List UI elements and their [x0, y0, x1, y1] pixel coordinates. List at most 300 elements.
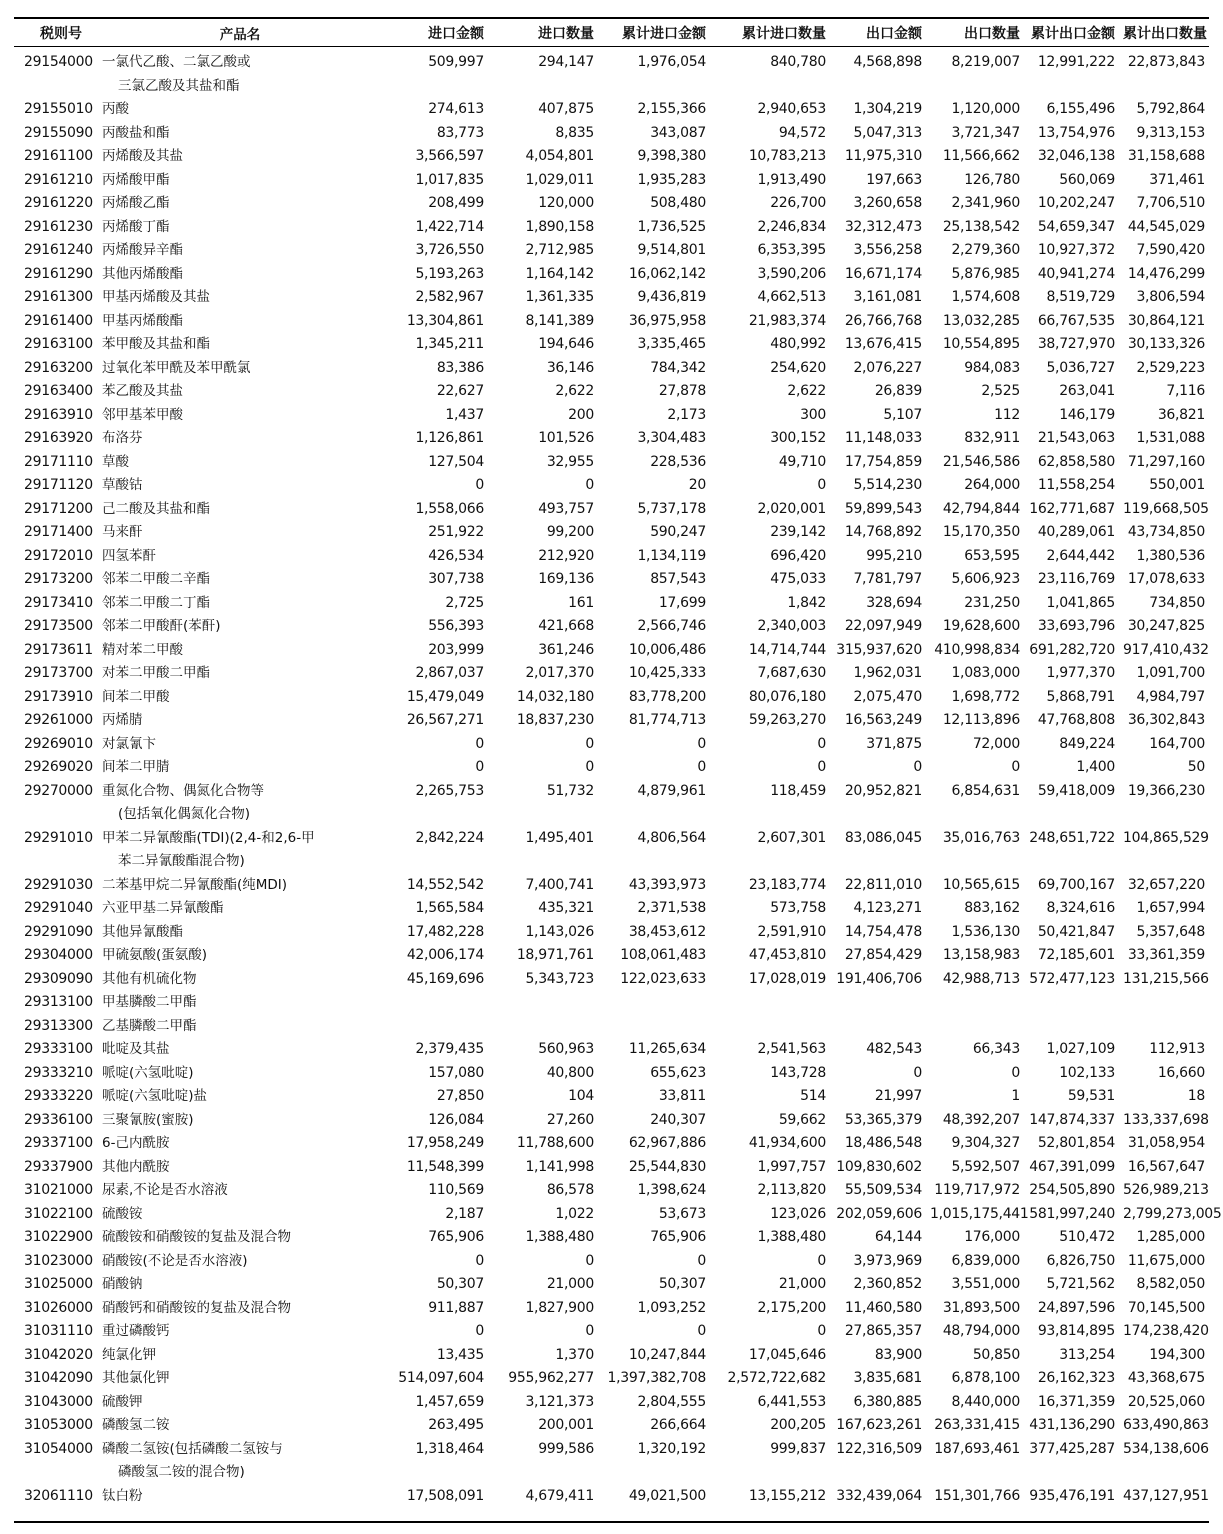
cell-cumulative-export-value: 33,693,796 — [1037, 618, 1115, 634]
cell-import-quantity: 101,526 — [538, 430, 594, 446]
cell-cumulative-import-value: 9,514,801 — [637, 242, 706, 258]
cell-cumulative-import-quantity: 4,662,513 — [757, 289, 826, 305]
cell-cumulative-export-value: 2,644,442 — [1046, 547, 1115, 564]
cell-import-quantity: 1,143,026 — [525, 923, 594, 940]
cell-export-quantity: 6,839,000 — [951, 1252, 1020, 1269]
cell-product-name — [102, 521, 382, 545]
cell-tariff-code: 29161100 — [24, 148, 93, 164]
cell-cumulative-export-value: 40,941,274 — [1037, 265, 1115, 282]
cell-export-quantity: 176,000 — [964, 1229, 1020, 1245]
table-row — [14, 1414, 1209, 1438]
cell-export-value: 3,835,681 — [853, 1370, 922, 1386]
cell-cumulative-export-quantity — [1119, 991, 1209, 1015]
cell-cumulative-import-value: 240,307 — [650, 1111, 706, 1128]
cell-export-value: 4,568,898 — [853, 54, 922, 70]
product-name-line: 三氯乙酸及其盐和酯 — [118, 77, 240, 94]
cell-export-quantity: 2,525 — [981, 383, 1020, 399]
table-row — [14, 756, 1209, 780]
cell-export-value: 20,952,821 — [844, 782, 922, 799]
cell-import-value: 426,534 — [428, 547, 484, 564]
product-name-line: 丙酸 — [102, 101, 129, 117]
cell-cumulative-import-value: 2,155,366 — [637, 101, 706, 117]
header-cumulative-export-quantity: 累计出口数量 — [1119, 19, 1209, 47]
cell-tariff-code: 29161230 — [24, 218, 93, 235]
cell-cumulative-import-value: 10,425,333 — [628, 665, 706, 681]
cell-cumulative-export-quantity: 7,590,420 — [1136, 242, 1205, 258]
cell-tariff-code: 29336100 — [24, 1111, 93, 1128]
cell-export-value — [830, 991, 926, 1015]
cell-cumulative-import-value: 122,023,633 — [620, 970, 706, 987]
cell-import-value: 556,393 — [428, 618, 484, 634]
cell-cumulative-import-value: 53,673 — [658, 1205, 706, 1222]
cell-cumulative-export-value: 10,927,372 — [1037, 242, 1115, 258]
cell-export-value: 332,439,064 — [836, 1487, 922, 1504]
cell-import-value: 1,017,835 — [415, 171, 484, 188]
cell-import-quantity: 11,788,600 — [516, 1135, 594, 1151]
cell-export-quantity: 653,595 — [964, 547, 1020, 564]
cell-import-value: 13,435 — [436, 1346, 484, 1363]
table-row — [14, 216, 1209, 240]
cell-tariff-code: 29163400 — [24, 383, 93, 399]
cell-tariff-code: 29309090 — [24, 970, 93, 987]
cell-import-quantity: 200,001 — [538, 1417, 594, 1433]
cell-cumulative-import-value: 5,737,178 — [637, 500, 706, 517]
table-row — [14, 1273, 1209, 1297]
product-name-line: 草酸钴 — [102, 477, 143, 493]
product-name-line: 硫酸钾 — [102, 1393, 143, 1410]
cell-export-quantity: 883,162 — [964, 900, 1020, 916]
product-name-line: 其他丙烯酸酯 — [102, 265, 183, 282]
cell-cumulative-export-value: 16,371,359 — [1037, 1393, 1115, 1410]
product-name-line: (包括氧化偶氮化合物) — [118, 806, 251, 822]
cell-import-quantity: 99,200 — [546, 524, 594, 540]
cell-cumulative-import-quantity: 696,420 — [770, 547, 826, 564]
cell-cumulative-import-value: 49,021,500 — [628, 1487, 706, 1504]
cell-product-name — [102, 357, 382, 381]
cell-export-quantity: 35,016,763 — [942, 829, 1020, 846]
cell-export-quantity: 2,341,960 — [951, 195, 1020, 211]
product-name-line: 己二酸及其盐和酯 — [102, 500, 210, 517]
cell-cumulative-export-value: 467,391,099 — [1029, 1158, 1115, 1175]
product-name-line: 苯甲酸及其盐和酯 — [102, 336, 210, 352]
table-row — [14, 239, 1209, 263]
cell-cumulative-import-quantity: 2,541,563 — [757, 1041, 826, 1057]
cell-product-name — [102, 427, 382, 451]
cell-tariff-code: 29163100 — [24, 336, 93, 352]
cell-cumulative-import-value: 228,536 — [650, 453, 706, 470]
cell-import-quantity: 407,875 — [538, 101, 594, 117]
cell-cumulative-import-quantity: 17,045,646 — [748, 1346, 826, 1363]
cell-cumulative-export-value: 40,289,061 — [1037, 524, 1115, 540]
cell-cumulative-export-quantity: 174,238,420 — [1123, 1323, 1209, 1339]
cell-cumulative-export-quantity: 70,145,500 — [1127, 1299, 1205, 1316]
cell-product-name — [102, 1062, 382, 1086]
cell-cumulative-export-value: 8,519,729 — [1046, 289, 1115, 305]
cell-export-value: 0 — [913, 1064, 922, 1081]
product-name-line: 三聚氰胺(蜜胺) — [102, 1111, 194, 1128]
product-name-line: 六亚甲基二异氰酸酯 — [102, 900, 224, 916]
cell-cumulative-export-quantity: 633,490,863 — [1123, 1417, 1209, 1433]
cell-cumulative-export-quantity: 22,873,843 — [1127, 54, 1205, 70]
product-name-line: 苯二异氰酸酯混合物) — [118, 853, 245, 869]
cell-import-quantity: 3,121,373 — [525, 1393, 594, 1410]
cell-cumulative-export-quantity: 437,127,951 — [1123, 1487, 1209, 1504]
cell-import-quantity: 435,321 — [538, 900, 594, 916]
header-cumulative-export-value: 累计出口金额 — [1024, 19, 1119, 47]
table-row — [14, 521, 1209, 545]
cell-cumulative-export-value: 431,136,290 — [1029, 1417, 1115, 1433]
cell-export-value: 5,047,313 — [853, 124, 922, 141]
cell-cumulative-import-value: 3,335,465 — [637, 336, 706, 352]
cell-cumulative-import-quantity: 1,997,757 — [757, 1158, 826, 1175]
cell-import-quantity: 51,732 — [546, 782, 594, 799]
table-row — [14, 263, 1209, 287]
cell-product-name — [102, 662, 382, 686]
cell-cumulative-export-quantity: 1,380,536 — [1136, 547, 1205, 564]
cell-cumulative-import-value: 10,006,486 — [628, 641, 706, 658]
cell-cumulative-export-quantity: 917,410,432 — [1123, 641, 1209, 658]
cell-export-quantity: 0 — [1011, 759, 1020, 775]
table-row — [14, 357, 1209, 381]
table-row — [14, 1250, 1209, 1274]
cell-cumulative-import-quantity — [710, 1015, 830, 1039]
cell-product-name — [102, 216, 382, 240]
cell-cumulative-import-value: 266,664 — [650, 1417, 706, 1433]
cell-product-name — [102, 1226, 382, 1250]
cell-export-quantity: 832,911 — [964, 430, 1020, 446]
cell-cumulative-import-quantity: 226,700 — [770, 195, 826, 211]
header-cumulative-import-quantity: 累计进口数量 — [710, 19, 830, 47]
cell-export-value: 26,766,768 — [844, 312, 922, 329]
cell-cumulative-import-quantity: 2,607,301 — [757, 829, 826, 846]
cell-cumulative-import-quantity: 10,783,213 — [748, 148, 826, 164]
cell-cumulative-import-quantity: 13,155,212 — [748, 1487, 826, 1504]
cell-import-value: 50,307 — [436, 1276, 484, 1292]
cell-cumulative-export-quantity: 30,247,825 — [1127, 618, 1205, 634]
cell-import-value: 83,386 — [436, 359, 484, 376]
table-row — [14, 991, 1209, 1015]
cell-import-value: 3,566,597 — [415, 148, 484, 164]
cell-cumulative-import-quantity: 300 — [800, 406, 826, 423]
product-name-line: 一氯代乙酸、二氯乙酸或 — [102, 54, 251, 70]
cell-cumulative-export-value: 54,659,347 — [1037, 218, 1115, 235]
cell-import-value: 0 — [475, 735, 484, 752]
cell-tariff-code: 29155090 — [24, 124, 93, 141]
cell-export-value: 21,997 — [874, 1088, 922, 1104]
cell-import-value: 208,499 — [428, 195, 484, 211]
cell-tariff-code: 29163200 — [24, 359, 93, 376]
cell-export-value: 16,563,249 — [844, 712, 922, 728]
cell-cumulative-export-quantity: 1,091,700 — [1136, 665, 1205, 681]
cell-product-name — [102, 615, 382, 639]
cell-import-value: 15,479,049 — [406, 688, 484, 705]
cell-cumulative-import-quantity: 1,842 — [787, 594, 826, 611]
cell-export-value: 59,899,543 — [844, 500, 922, 517]
cell-cumulative-import-quantity: 480,992 — [770, 336, 826, 352]
cell-export-value: 53,365,379 — [844, 1111, 922, 1128]
cell-export-value: 11,460,580 — [844, 1299, 922, 1316]
cell-cumulative-export-value: 13,754,976 — [1037, 124, 1115, 141]
cell-export-value: 27,854,429 — [844, 947, 922, 963]
table-row — [14, 1203, 1209, 1227]
cell-cumulative-import-value: 50,307 — [658, 1276, 706, 1292]
product-name-line: 6-己内酰胺 — [102, 1135, 170, 1151]
cell-tariff-code: 29333210 — [24, 1064, 93, 1081]
cell-import-quantity: 21,000 — [546, 1276, 594, 1292]
cell-cumulative-import-value: 343,087 — [650, 124, 706, 141]
cell-import-value: 251,922 — [428, 524, 484, 540]
cell-export-quantity: 112 — [994, 406, 1020, 423]
cell-cumulative-export-value: 248,651,722 — [1029, 829, 1115, 846]
cell-product-name — [102, 756, 382, 780]
cell-product-name — [102, 145, 382, 169]
cell-product-name — [102, 921, 382, 945]
cell-tariff-code: 29154000 — [24, 54, 93, 70]
cell-cumulative-import-quantity: 47,453,810 — [748, 947, 826, 963]
product-name-line: 邻苯二甲酸二丁酯 — [102, 594, 210, 611]
cell-import-value: 3,726,550 — [415, 242, 484, 258]
trade-table-frame — [14, 17, 1222, 1523]
table-row — [14, 47, 1209, 99]
product-name-line: 丙酸盐和酯 — [102, 124, 170, 141]
cell-product-name — [102, 451, 382, 475]
cell-import-quantity: 1,827,900 — [525, 1299, 594, 1316]
cell-cumulative-import-value — [598, 1015, 710, 1039]
cell-cumulative-export-value: 69,700,167 — [1037, 876, 1115, 893]
cell-export-quantity: 5,606,923 — [951, 571, 1020, 587]
product-name-line: 苯乙酸及其盐 — [102, 383, 183, 399]
cell-cumulative-export-value: 510,472 — [1059, 1229, 1115, 1245]
cell-cumulative-import-value: 62,967,886 — [628, 1135, 706, 1151]
cell-tariff-code: 31031110 — [24, 1323, 93, 1339]
table-row — [14, 592, 1209, 616]
cell-export-value: 11,975,310 — [844, 148, 922, 164]
cell-export-quantity: 13,032,285 — [942, 312, 1020, 329]
cell-export-quantity: 151,301,766 — [934, 1487, 1020, 1504]
cell-import-value: 27,850 — [436, 1088, 484, 1104]
product-name-line: 其他氯化钾 — [102, 1370, 170, 1386]
cell-import-quantity: 1,029,011 — [525, 171, 594, 188]
product-name-line: 磷酸二氢铵(包括磷酸二氢铵与 — [102, 1440, 283, 1457]
cell-cumulative-export-value: 72,185,601 — [1037, 947, 1115, 963]
cell-import-quantity: 1,388,480 — [525, 1229, 594, 1245]
cell-cumulative-export-value: 377,425,287 — [1029, 1440, 1115, 1457]
cell-import-value: 274,613 — [428, 101, 484, 117]
cell-cumulative-export-value: 59,531 — [1067, 1088, 1115, 1104]
product-name-line: 甲苯二异氰酸酯(TDI)(2,4-和2,6-甲 — [102, 829, 315, 846]
cell-cumulative-import-value: 0 — [697, 1252, 706, 1269]
product-name-line: 草酸 — [102, 453, 129, 470]
cell-cumulative-import-quantity: 2,940,653 — [757, 101, 826, 117]
cell-export-value: 109,830,602 — [836, 1158, 922, 1175]
cell-product-name — [102, 709, 382, 733]
cell-export-value: 18,486,548 — [844, 1135, 922, 1151]
table-header — [14, 19, 1209, 47]
cell-export-quantity: 12,113,896 — [942, 712, 1020, 728]
cell-export-quantity: 9,304,327 — [951, 1135, 1020, 1151]
cell-import-value: 127,504 — [428, 453, 484, 470]
header-export-quantity: 出口数量 — [926, 19, 1024, 47]
cell-tariff-code: 29291010 — [24, 829, 93, 846]
cell-cumulative-import-value: 9,398,380 — [637, 148, 706, 164]
cell-tariff-code: 29163920 — [24, 430, 93, 446]
cell-cumulative-export-quantity: 550,001 — [1149, 477, 1205, 493]
cell-export-value: 1,304,219 — [853, 101, 922, 117]
cell-export-quantity: 231,250 — [964, 594, 1020, 611]
cell-tariff-code: 29333220 — [24, 1088, 93, 1104]
cell-export-quantity: 126,780 — [964, 171, 1020, 188]
cell-cumulative-export-quantity: 133,337,698 — [1123, 1111, 1209, 1128]
table-row — [14, 1344, 1209, 1368]
cell-tariff-code: 29163910 — [24, 406, 93, 423]
cell-product-name — [102, 686, 382, 710]
cell-cumulative-import-value: 108,061,483 — [620, 947, 706, 963]
cell-import-value: 263,495 — [428, 1417, 484, 1433]
cell-import-quantity: 8,141,389 — [525, 312, 594, 329]
cell-cumulative-import-value: 83,778,200 — [628, 688, 706, 705]
cell-export-quantity: 1,120,000 — [951, 101, 1020, 117]
cell-cumulative-export-value: 50,421,847 — [1037, 923, 1115, 940]
cell-export-quantity: 31,893,500 — [942, 1299, 1020, 1316]
table-row — [14, 1156, 1209, 1180]
table-row — [14, 615, 1209, 639]
cell-export-quantity: 3,551,000 — [951, 1276, 1020, 1292]
cell-product-name — [102, 1297, 382, 1321]
cell-cumulative-export-quantity: 43,734,850 — [1127, 524, 1205, 540]
cell-import-quantity — [488, 991, 598, 1015]
cell-import-value — [382, 1015, 488, 1039]
table-row — [14, 1226, 1209, 1250]
cell-cumulative-export-value: 66,767,535 — [1037, 312, 1115, 329]
cell-cumulative-import-quantity: 17,028,019 — [748, 970, 826, 987]
cell-product-name — [102, 474, 382, 498]
cell-tariff-code: 29313300 — [24, 1017, 93, 1034]
cell-export-quantity: 1,536,130 — [951, 923, 1020, 940]
cell-tariff-code: 29261000 — [24, 712, 93, 728]
cell-cumulative-import-quantity: 6,353,395 — [757, 242, 826, 258]
cell-export-value: 55,509,534 — [844, 1182, 922, 1198]
table-row — [14, 98, 1209, 122]
cell-cumulative-import-quantity: 514 — [800, 1088, 826, 1104]
cell-cumulative-export-quantity: 19,366,230 — [1127, 782, 1205, 799]
cell-tariff-code: 29171200 — [24, 500, 93, 517]
cell-cumulative-import-value: 2,566,746 — [637, 618, 706, 634]
cell-export-quantity: 5,592,507 — [951, 1158, 1020, 1175]
cell-cumulative-export-quantity: 17,078,633 — [1127, 571, 1205, 587]
cell-cumulative-export-value: 8,324,616 — [1046, 900, 1115, 916]
cell-product-name — [102, 98, 382, 122]
cell-cumulative-import-value: 36,975,958 — [628, 312, 706, 329]
cell-import-value: 2,582,967 — [415, 289, 484, 305]
cell-import-quantity: 40,800 — [546, 1064, 594, 1081]
cell-cumulative-export-quantity: 1,657,994 — [1136, 900, 1205, 916]
cell-cumulative-export-quantity: 3,806,594 — [1136, 289, 1205, 305]
cell-cumulative-import-quantity — [710, 991, 830, 1015]
cell-product-name — [102, 263, 382, 287]
cell-import-quantity: 560,963 — [538, 1041, 594, 1057]
cell-import-quantity: 4,054,801 — [525, 148, 594, 164]
product-name-line: 重过磷酸钙 — [102, 1323, 170, 1339]
cell-cumulative-import-quantity: 573,758 — [770, 900, 826, 916]
cell-import-quantity: 2,712,985 — [525, 242, 594, 258]
cell-cumulative-export-quantity: 371,461 — [1149, 171, 1205, 188]
cell-cumulative-import-value: 857,543 — [650, 571, 706, 587]
cell-cumulative-import-quantity: 0 — [817, 1252, 826, 1269]
cell-export-quantity: 2,279,360 — [951, 242, 1020, 258]
cell-import-value: 1,437 — [445, 406, 484, 423]
cell-cumulative-export-quantity: 112,913 — [1149, 1041, 1205, 1057]
cell-product-name — [102, 639, 382, 663]
cell-cumulative-import-quantity: 94,572 — [778, 124, 826, 141]
cell-import-value: 2,379,435 — [415, 1041, 484, 1057]
cell-export-quantity: 1,698,772 — [951, 688, 1020, 705]
cell-product-name — [102, 1320, 382, 1344]
cell-cumulative-import-quantity: 41,934,600 — [748, 1135, 826, 1151]
table-row — [14, 1085, 1209, 1109]
cell-export-quantity: 5,876,985 — [951, 265, 1020, 282]
cell-import-quantity: 361,246 — [538, 641, 594, 658]
table-row — [14, 568, 1209, 592]
table-row — [14, 380, 1209, 404]
cell-export-quantity — [926, 1015, 1024, 1039]
cell-export-quantity: 10,554,895 — [942, 336, 1020, 352]
cell-cumulative-import-value: 1,935,283 — [637, 171, 706, 188]
cell-product-name — [102, 944, 382, 968]
cell-import-quantity: 36,146 — [546, 359, 594, 376]
cell-tariff-code: 29155010 — [24, 101, 93, 117]
cell-cumulative-export-value: 93,814,895 — [1037, 1323, 1115, 1339]
product-name-line: 甲基丙烯酸及其盐 — [102, 289, 210, 305]
cell-import-quantity: 0 — [585, 1323, 594, 1339]
cell-cumulative-import-value: 4,806,564 — [637, 829, 706, 846]
cell-cumulative-import-value: 1,397,382,708 — [607, 1370, 706, 1386]
cell-cumulative-import-value: 784,342 — [650, 359, 706, 376]
cell-cumulative-export-quantity: 33,361,359 — [1127, 947, 1205, 963]
table-row — [14, 662, 1209, 686]
cell-export-quantity: 264,000 — [964, 477, 1020, 493]
cell-cumulative-export-quantity: 131,215,566 — [1123, 970, 1209, 987]
cell-cumulative-import-value: 20 — [688, 477, 706, 493]
cell-export-value: 202,059,606 — [836, 1205, 922, 1222]
table-row — [14, 427, 1209, 451]
cell-export-quantity: 0 — [1011, 1064, 1020, 1081]
cell-tariff-code: 29337900 — [24, 1158, 93, 1175]
cell-import-value: 1,318,464 — [415, 1440, 484, 1457]
cell-cumulative-import-quantity: 143,728 — [770, 1064, 826, 1081]
product-name-line: 丙烯酸丁酯 — [102, 218, 170, 235]
cell-export-quantity: 66,343 — [972, 1041, 1020, 1057]
cell-import-value: 26,567,271 — [406, 712, 484, 728]
cell-product-name — [102, 1156, 382, 1180]
product-name-line: 丙烯酸及其盐 — [102, 148, 183, 164]
cell-export-value: 0 — [913, 759, 922, 775]
cell-export-value — [830, 1015, 926, 1039]
cell-export-quantity: 13,158,983 — [942, 947, 1020, 963]
cell-cumulative-import-quantity: 23,183,774 — [748, 876, 826, 893]
cell-export-quantity: 410,998,834 — [934, 641, 1020, 658]
cell-cumulative-import-quantity: 6,441,553 — [757, 1393, 826, 1410]
product-name-line: 对氯氰卞 — [102, 735, 156, 752]
cell-export-value: 17,754,859 — [844, 453, 922, 470]
cell-cumulative-export-value: 1,027,109 — [1046, 1041, 1115, 1057]
cell-export-value: 3,161,081 — [853, 289, 922, 305]
table-row — [14, 1132, 1209, 1156]
table-row — [14, 1367, 1209, 1391]
table-row — [14, 686, 1209, 710]
table-row — [14, 827, 1209, 874]
cell-cumulative-import-value: 590,247 — [650, 524, 706, 540]
cell-import-value: 203,999 — [428, 641, 484, 658]
